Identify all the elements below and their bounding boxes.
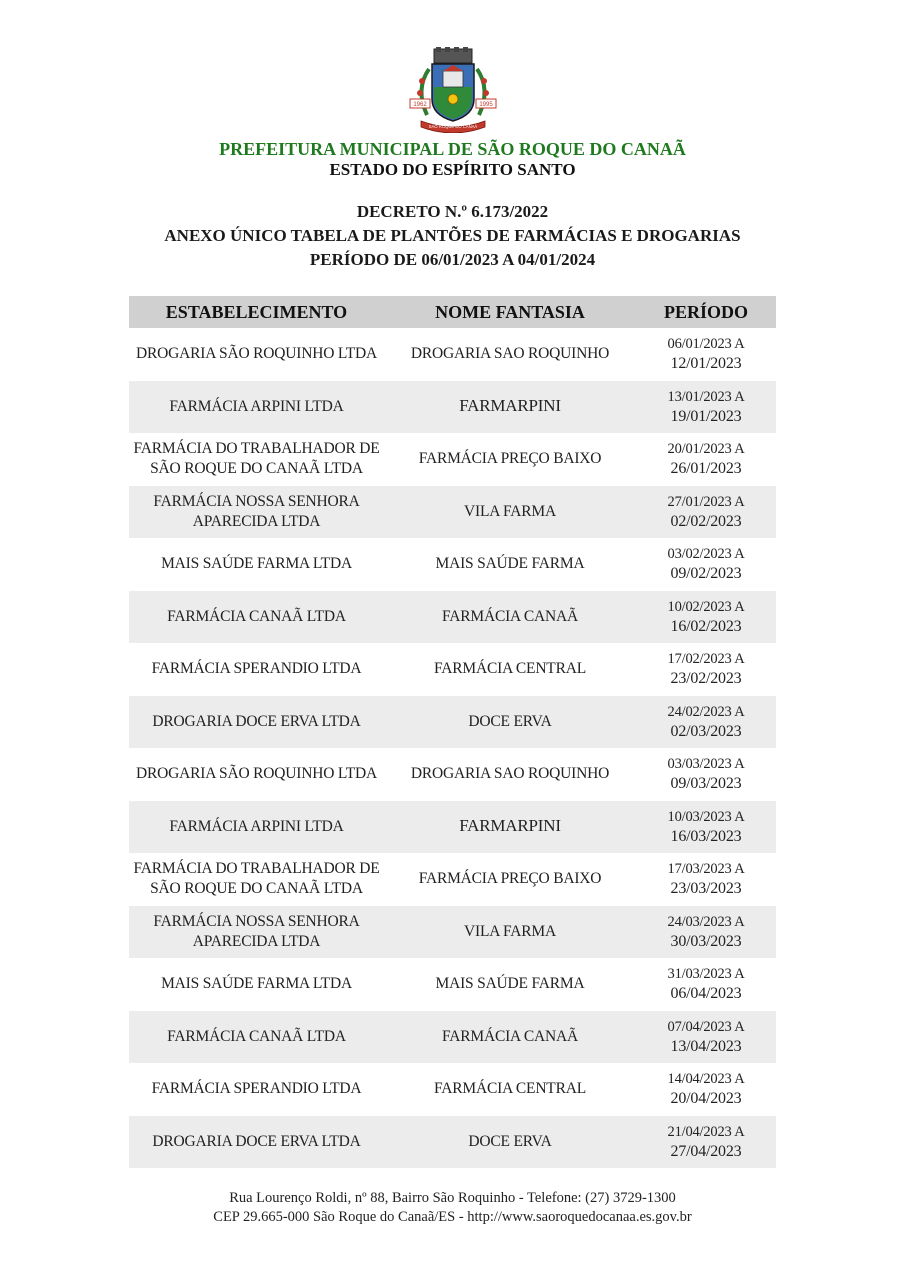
trade-name-text: DROGARIA SAO ROQUINHO [410,765,610,783]
trade-name-text: DROGARIA SAO ROQUINHO [410,345,610,363]
trade-name-text: FARMÁCIA PREÇO BAIXO [418,870,602,888]
cell-trade-name [384,486,636,539]
cell-establishment: DROGARIA DOCE ERVA LTDA [129,696,384,749]
trade-name-text: VILA FARMA [463,922,556,940]
period-start: 14/04/2023 A [667,1071,745,1088]
period-start: 27/01/2023 A [667,493,745,510]
table-row [129,486,776,539]
cell-establishment: FARMÁCIA ARPINI LTDA [129,801,384,854]
period-end: 16/03/2023 [670,827,742,845]
cell-trade-name [384,433,636,486]
cell-trade-name [384,538,636,591]
table-row [129,1011,776,1064]
cell-trade-name [384,748,636,801]
cell-period [636,748,776,801]
cell-period [636,801,776,854]
trade-name-text: VILA FARMA [463,502,556,520]
trade-name-text: FARMÁCIA PREÇO BAIXO [418,450,602,468]
schedule-period: PERÍODO DE 06/01/2023 A 04/01/2024 [309,250,596,269]
period-end: 09/03/2023 [670,775,742,793]
table-row [129,1063,776,1116]
cell-period [636,1116,776,1169]
trade-name-text: DOCE ERVA [468,1132,552,1150]
cell-period [636,906,776,959]
period-end: 26/01/2023 [670,460,742,478]
municipal-coat-of-arms [407,47,499,133]
period-start: 03/02/2023 A [667,546,745,563]
crest-year-left: 1962 [413,102,427,108]
cell-period [636,433,776,486]
table-row [129,381,776,434]
table-row [129,538,776,591]
table-row [129,328,776,381]
cell-period [636,486,776,539]
crest-ribbon-text: SÃO ROQUE DO CANAÃ [428,124,478,129]
cell-establishment: FARMÁCIA NOSSA SENHORA APARECIDA LTDA [129,906,384,959]
table-row [129,643,776,696]
period-end: 06/04/2023 [670,985,742,1003]
cell-period [636,853,776,906]
cell-establishment: DROGARIA SÃO ROQUINHO LTDA [136,345,377,363]
cell-establishment: MAIS SAÚDE FARMA LTDA [161,975,352,993]
cell-establishment: FARMÁCIA NOSSA SENHORA APARECIDA LTDA [129,486,384,539]
trade-name-text: FARMÁCIA CANAÃ [441,607,578,625]
cell-period [636,381,776,434]
table-row [129,906,776,959]
cell-establishment: FARMÁCIA SPERANDIO LTDA [151,660,362,678]
cell-period [636,1011,776,1064]
cell-period [636,643,776,696]
period-start: 21/04/2023 A [667,1123,745,1140]
period-end: 23/03/2023 [670,880,742,898]
annex-title: ANEXO ÚNICO TABELA DE PLANTÕES DE FARMÁCIAS E DROGARIAS [164,226,741,245]
period-start: 24/03/2023 A [667,913,745,930]
table-row [129,591,776,644]
cell-establishment: DROGARIA SÃO ROQUINHO LTDA [136,765,377,783]
table-row [129,958,776,1011]
period-end: 02/03/2023 [670,722,742,740]
cell-trade-name [384,958,636,1011]
trade-name-text: DOCE ERVA [468,712,552,730]
trade-name-text: FARMÁCIA CENTRAL [434,660,586,678]
cell-trade-name [384,906,636,959]
trade-name-text: FARMÁCIA CANAÃ [441,1027,578,1045]
institution-title: PREFEITURA MUNICIPAL DE SÃO ROQUE DO CANAÃ [219,139,686,159]
trade-name-text: MAIS SAÚDE FARMA [435,555,585,573]
cell-establishment: FARMÁCIA SPERANDIO LTDA [151,1080,362,1098]
column-header-trade-name: NOME FANTASIA [384,296,636,328]
period-end: 20/04/2023 [670,1090,742,1108]
period-start: 10/03/2023 A [667,808,745,825]
cell-trade-name [384,696,636,749]
trade-name-text: FARMÁCIA CENTRAL [434,1080,586,1098]
cell-trade-name [384,1011,636,1064]
cell-establishment: FARMÁCIA DO TRABALHADOR DE SÃO ROQUE DO CANAÃ LTDA [133,440,380,478]
cell-period [636,591,776,644]
cell-trade-name [384,643,636,696]
table-row [129,748,776,801]
table-row [129,853,776,906]
table-row [129,801,776,854]
footer-cep-website: CEP 29.665-000 São Roque do Canaã/ES - http://www.saoroquedocanaa.es.gov.br [213,1209,692,1225]
table-row [129,433,776,486]
footer-address: Rua Lourenço Roldi, nº 88, Bairro São Roquinho - Telefone: (27) 3729-1300 [229,1190,676,1206]
cell-trade-name [384,381,636,434]
cell-period [636,538,776,591]
period-start: 20/01/2023 A [667,441,745,458]
cell-establishment: MAIS SAÚDE FARMA LTDA [161,555,352,573]
period-start: 17/03/2023 A [667,861,745,878]
period-end: 02/02/2023 [670,512,742,530]
cell-trade-name [384,591,636,644]
cell-trade-name [384,853,636,906]
period-end: 09/02/2023 [670,565,742,583]
cell-trade-name [384,801,636,854]
cell-establishment: DROGARIA DOCE ERVA LTDA [129,1116,384,1169]
cell-period [636,1063,776,1116]
period-end: 23/02/2023 [670,670,742,688]
table-row [129,1116,776,1169]
period-start: 13/01/2023 A [667,388,745,405]
column-header-period: PERÍODO [636,296,776,328]
crest-year-right: 1995 [479,102,493,108]
period-end: 16/02/2023 [670,617,742,635]
table-header-row [129,296,776,328]
decree-number: DECRETO N.º 6.173/2022 [356,202,549,221]
table-row [129,696,776,749]
period-start: 24/02/2023 A [667,703,745,720]
cell-trade-name [384,328,636,381]
cell-period [636,328,776,381]
column-header-establishment: ESTABELECIMENTO [129,296,384,328]
cell-period [636,696,776,749]
period-start: 03/03/2023 A [667,756,745,773]
cell-establishment: FARMÁCIA ARPINI LTDA [129,381,384,434]
cell-period [636,958,776,1011]
cell-establishment: FARMÁCIA DO TRABALHADOR DE SÃO ROQUE DO CANAÃ LTDA [133,860,380,898]
period-end: 27/04/2023 [670,1142,742,1160]
state-subtitle: ESTADO DO ESPÍRITO SANTO [329,160,576,179]
period-end: 30/03/2023 [670,932,742,950]
period-end: 13/04/2023 [670,1037,742,1055]
cell-trade-name [384,1063,636,1116]
trade-name-text: MAIS SAÚDE FARMA [435,975,585,993]
trade-name-text: FARMARPINI [459,816,561,836]
period-start: 10/02/2023 A [667,598,745,615]
period-start: 17/02/2023 A [667,651,745,668]
period-end: 12/01/2023 [670,355,742,373]
pharmacy-duty-table [129,296,776,1168]
trade-name-text: FARMARPINI [459,396,561,416]
period-end: 19/01/2023 [670,407,742,425]
cell-trade-name [384,1116,636,1169]
cell-establishment: FARMÁCIA CANAÃ LTDA [129,591,384,644]
cell-establishment: FARMÁCIA CANAÃ LTDA [129,1011,384,1064]
period-start: 31/03/2023 A [667,966,745,983]
period-start: 06/01/2023 A [667,336,745,353]
period-start: 07/04/2023 A [667,1018,745,1035]
